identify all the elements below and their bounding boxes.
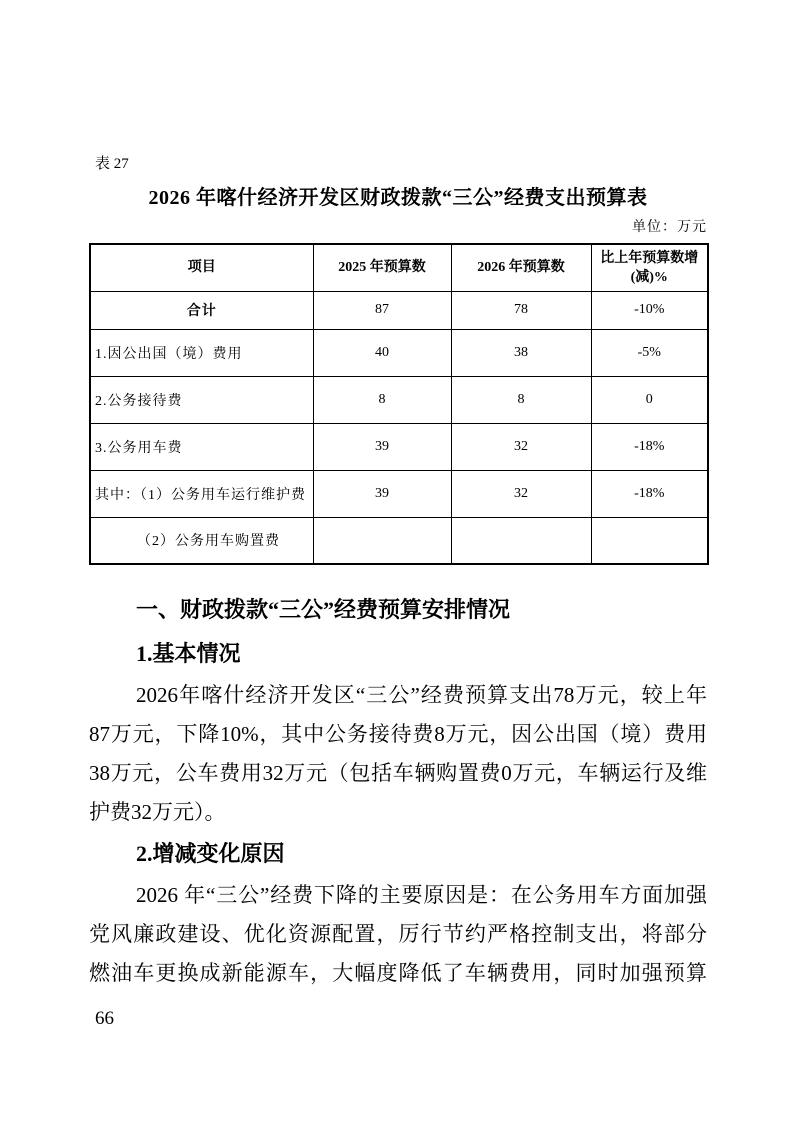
cell-budget-2026 [451, 517, 591, 564]
cell-change: -5% [591, 329, 708, 376]
table-row-abroad [90, 329, 708, 376]
cell-budget-2025: 39 [313, 470, 451, 517]
cell-item: 合计 [90, 291, 313, 329]
paragraph2-line: 2026 年“三公”经费下降的主要原因是：在公务用车方面加强 [136, 883, 707, 907]
cell-change: -10% [591, 291, 708, 329]
cell-budget-2026: 8 [451, 376, 591, 423]
paragraph1-line: 87万元，下降10%，其中公务接待费8万元，因公出国（境）费用 [89, 722, 707, 746]
document-title: 2026 年喀什经济开发区财政拨款“三公”经费支出预算表 [148, 187, 648, 209]
header-item: 项目 [90, 244, 313, 291]
cell-change [591, 517, 708, 564]
cell-item: （2）公务用车购置费 [90, 517, 313, 564]
table-row-vehicle-purchase [90, 517, 708, 564]
paragraph1-line: 护费32万元）。 [89, 800, 226, 824]
cell-budget-2025 [313, 517, 451, 564]
header-budget-2025: 2025 年预算数 [313, 244, 451, 291]
subsection-heading-reasons: 2.增减变化原因 [136, 841, 285, 866]
paragraph1-line: 2026年喀什经济开发区“三公”经费预算支出78万元，较上年 [136, 683, 707, 707]
paragraph2-line: 燃油车更换成新能源车，大幅度降低了车辆费用，同时加强预算 [89, 961, 707, 985]
table-row-total [90, 291, 708, 329]
subsection-heading-basic: 1.基本情况 [136, 641, 241, 666]
cell-budget-2025: 87 [313, 291, 451, 329]
cell-item: 3.公务用车费 [90, 423, 313, 470]
cell-item: 其中：（1）公务用车运行维护费 [90, 470, 313, 517]
header-budget-2026: 2026 年预算数 [451, 244, 591, 291]
table-row-vehicle [90, 423, 708, 470]
budget-table [89, 243, 709, 565]
unit-note: 单位：万元 [632, 220, 707, 235]
cell-budget-2025: 40 [313, 329, 451, 376]
paragraph2-line: 党风廉政建设、优化资源配置，厉行节约严格控制支出，将部分 [89, 922, 707, 946]
body-text [89, 588, 707, 993]
cell-budget-2025: 8 [313, 376, 451, 423]
paragraph1-line: 38万元，公车费用32万元（包括车辆购置费0万元，车辆运行及维 [89, 761, 707, 785]
cell-item: 1.因公出国（境）费用 [90, 329, 313, 376]
cell-change: 0 [591, 376, 708, 423]
cell-budget-2025: 39 [313, 423, 451, 470]
cell-budget-2026: 32 [451, 470, 591, 517]
cell-item: 2.公务接待费 [90, 376, 313, 423]
page-number: 66 [95, 1008, 114, 1029]
cell-budget-2026: 32 [451, 423, 591, 470]
table-row-vehicle-maintenance [90, 470, 708, 517]
cell-budget-2026: 78 [451, 291, 591, 329]
table-row-reception [90, 376, 708, 423]
table-number-label: 表 27 [95, 156, 129, 172]
cell-budget-2026: 38 [451, 329, 591, 376]
header-change: 比上年预算数增(减)% [591, 244, 708, 291]
cell-change: -18% [591, 423, 708, 470]
section-heading-1: 一、财政拨款“三公”经费预算安排情况 [136, 597, 511, 622]
cell-change: -18% [591, 470, 708, 517]
table-header-row [90, 244, 708, 291]
